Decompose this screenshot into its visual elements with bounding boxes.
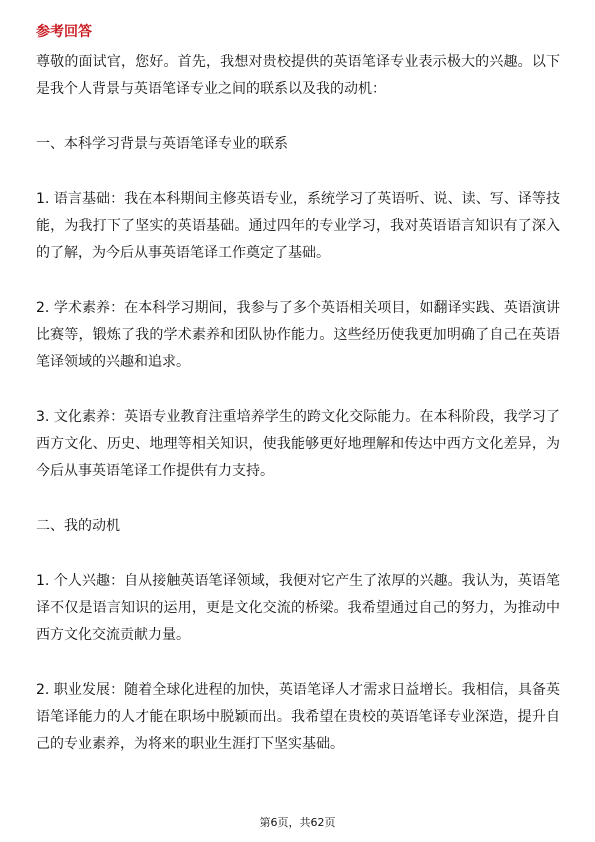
answer-body xyxy=(36,49,560,758)
paragraph-language-foundation: 1. 语言基础：我在本科期间主修英语专业，系统学习了英语听、说、读、写、译等技能，为我打下了坚实的英语基础。通过四年的专业学习，我对英语语言知识有了深入的了解，为今后从事英语笔译工作奠定了基础。 xyxy=(36,191,560,261)
section-heading-background: 一、本科学习背景与英语笔译专业的联系 xyxy=(36,136,288,152)
page-number: 第6页，共62页 xyxy=(259,816,336,829)
section-heading-motivation: 二、我的动机 xyxy=(36,518,120,534)
paragraph-career-development: 2. 职业发展：随着全球化进程的加快，英语笔译人才需求日益增长。我相信，具备英语笔译能力的人才能在职场中脱颖而出。我希望在贵校的英语笔译专业深造，提升自己的专业素养，为将来的职业生涯打下坚实基础。 xyxy=(36,682,560,752)
intro-paragraph: 尊敬的面试官，您好。首先，我想对贵校提供的英语笔译专业表示极大的兴趣。以下是我个人背景与英语笔译专业之间的联系以及我的动机： xyxy=(36,54,560,97)
paragraph-personal-interest: 1. 个人兴趣：自从接触英语笔译领域，我便对它产生了浓厚的兴趣。我认为，英语笔译不仅是语言知识的运用，更是文化交流的桥梁。我希望通过自己的努力，为推动中西方文化交流贡献力量。 xyxy=(36,573,560,643)
answer-heading: 参考回答 xyxy=(36,24,92,40)
paragraph-academic-literacy: 2. 学术素养：在本科学习期间，我参与了多个英语相关项目，如翻译实践、英语演讲比赛等，锻炼了我的学术素养和团队协作能力。这些经历使我更加明确了自己在英语笔译领域的兴趣和追求。 xyxy=(36,300,560,370)
paragraph-cultural-literacy: 3. 文化素养：英语专业教育注重培养学生的跨文化交际能力。在本科阶段，我学习了西方文化、历史、地理等相关知识，使我能够更好地理解和传达中西方文化差异，为今后从事英语笔译工作提供有力支持。 xyxy=(36,409,560,479)
